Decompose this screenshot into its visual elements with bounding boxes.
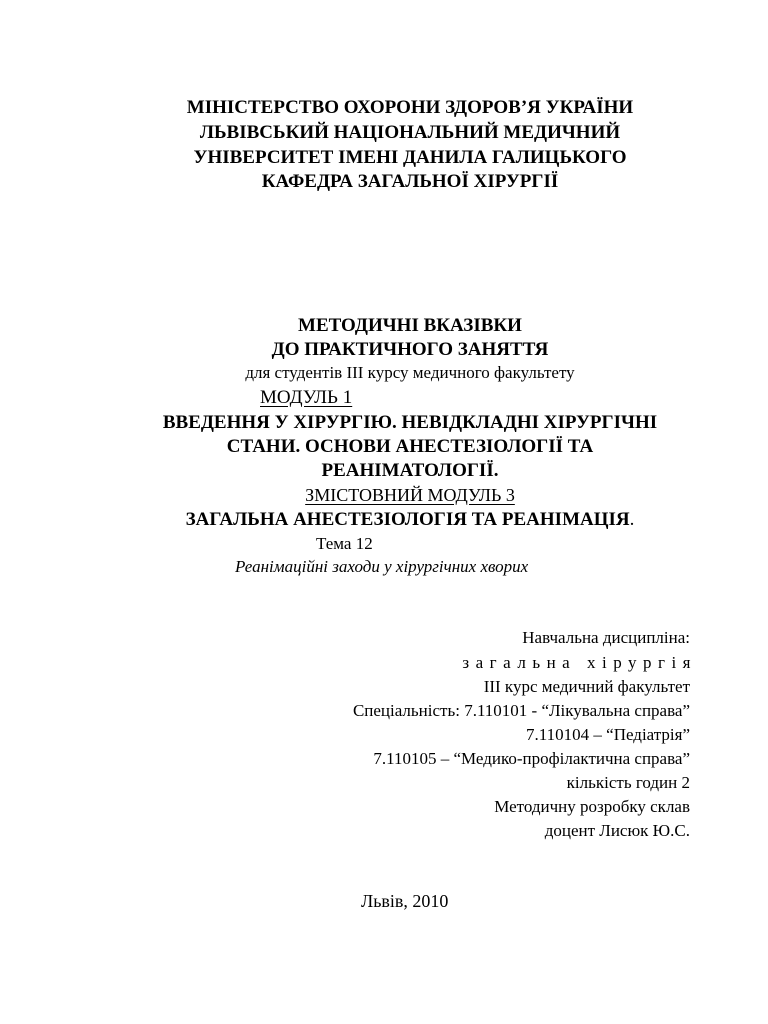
audience-line: для студентів ІІІ курсу медичного факультету <box>245 363 575 382</box>
speciality-line1: Спеціальність: 7.110101 - “Лікувальна справа” <box>352 701 690 720</box>
department-title: КАФЕДРА ЗАГАЛЬНОЇ ХІРУРГІЇ <box>261 171 559 192</box>
module-name-line1: ВВЕДЕННЯ У ХІРУРГІЮ. НЕВІДКЛАДНІ ХІРУРГІЧНІ <box>162 412 658 433</box>
university-title-line1: ЛЬВІВСЬКИЙ НАЦІОНАЛЬНИЙ МЕДИЧНИЙ <box>199 122 621 143</box>
content-module-name-text: ЗАГАЛЬНА АНЕСТЕЗІОЛОГІЯ ТА РЕАНІМАЦІЯ <box>185 509 630 530</box>
speciality-line2: 7.110104 – “Педіатрія” <box>526 725 690 744</box>
content-module-name <box>0 510 768 529</box>
course-line: ІІІ курс медичний факультет <box>483 677 690 696</box>
university-title-line2: УНІВЕРСИТЕТ ІМЕНІ ДАНИЛА ГАЛИЦЬКОГО <box>193 147 627 168</box>
compiled-by-line: Методичну розробку склав <box>494 797 690 816</box>
speciality-line3: 7.110105 – “Медико-профілактична справа” <box>373 749 690 768</box>
document-title-line2: ДО ПРАКТИЧНОГО ЗАНЯТТЯ <box>271 339 549 360</box>
theme-label: Тема 12 <box>316 534 373 553</box>
content-module-name-period: . <box>629 509 635 530</box>
city-year: Львів, 2010 <box>361 891 449 911</box>
author-line: доцент Лисюк Ю.С. <box>544 821 690 840</box>
theme-topic: Реанімаційні заходи у хірургічних хворих <box>235 557 529 576</box>
module-name-line2: СТАНИ. ОСНОВИ АНЕСТЕЗІОЛОГІЇ ТА <box>226 436 594 457</box>
discipline-label: Навчальна дисципліна: <box>522 628 690 647</box>
ministry-title: МІНІСТЕРСТВО ОХОРОНИ ЗДОРОВ’Я УКРАЇНИ <box>186 97 634 118</box>
hours-line: кількість годин 2 <box>566 773 690 792</box>
module-name-line3: РЕАНІМАТОЛОГІЇ. <box>321 460 499 481</box>
content-module-label: ЗМІСТОВНИЙ МОДУЛЬ 3 <box>305 485 515 505</box>
document-title-line1: МЕТОДИЧНІ ВКАЗІВКИ <box>298 315 522 336</box>
module-label: МОДУЛЬ 1 <box>260 387 353 408</box>
discipline-name: загальна хірургія <box>462 653 697 672</box>
